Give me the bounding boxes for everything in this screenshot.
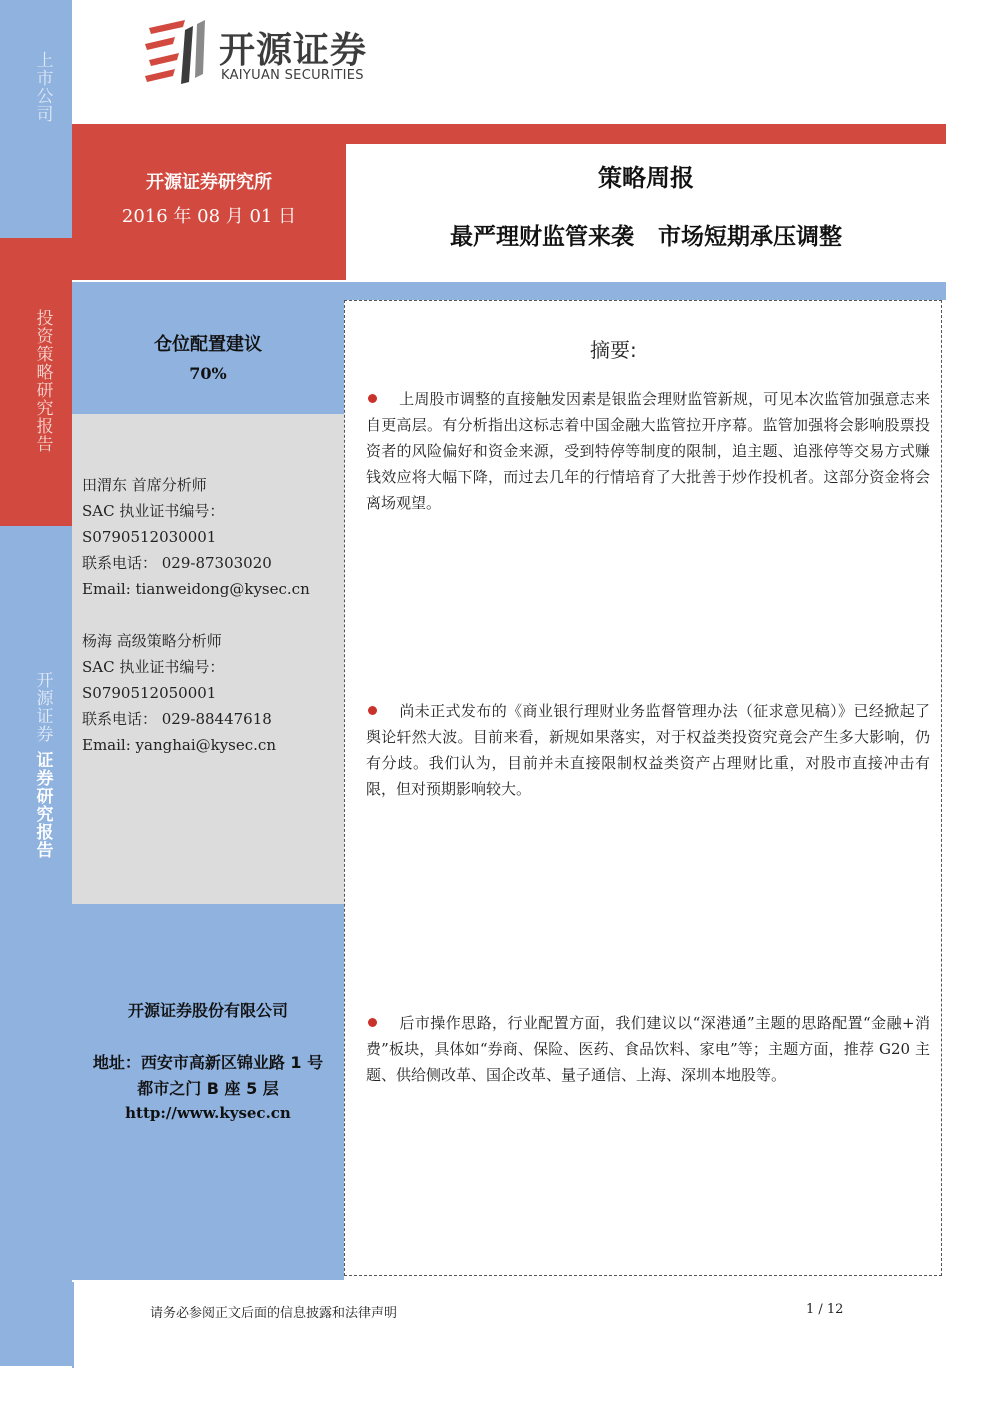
analyst-phone: 联系电话： 029-87303020 <box>82 554 272 572</box>
position-label: 仓位配置建议 <box>154 334 262 355</box>
sidebar-label-strategy-report: 投资策略研究报告 <box>36 309 54 455</box>
bullet-icon <box>368 706 377 715</box>
sidebar-label-research-report: 证券研究报告 <box>36 751 54 861</box>
summary-paragraph-text: 上周股市调整的直接触发因素是银监会理财监管新规，可见本次监管加强意志来自更高层。有分析指出这标志着中国金融大监管拉开序幕。监管加强将会影响股票投资者的风险偏好和资金来源，受到特停等制度的限制，追主题、追涨停等交易方式赚钱效应将大幅下降，而过去几年的行情培育了大批善于炒作投机者。这部分资金将会离场观望。 <box>366 390 930 512</box>
address-line-1: 地址：西安市高新区锦业路 1 号 <box>92 1053 324 1072</box>
bullet-icon <box>368 394 377 403</box>
logo-name-chinese: 开源证券 <box>219 30 368 71</box>
company-name: 开源证券股份有限公司 <box>127 1001 288 1020</box>
sidebar-label-listed-company: 上市公司 <box>36 51 54 125</box>
institute-name: 开源证券研究所 <box>146 172 272 193</box>
summary-paragraph <box>366 386 930 516</box>
analyst-sac-label: SAC 执业证书编号： <box>82 658 225 676</box>
analyst-card <box>82 472 310 602</box>
analyst-name-role: 田渭东 首席分析师 <box>82 476 207 494</box>
analyst-email[interactable]: Email: tianweidong@kysec.cn <box>82 580 310 598</box>
summary-paragraph <box>366 698 930 802</box>
position-value: 70% <box>189 364 227 383</box>
analyst-sac-number: S0790512030001 <box>82 528 217 546</box>
analyst-sac-label: SAC 执业证书编号： <box>82 502 225 520</box>
sidebar-bottom-band <box>0 526 72 1366</box>
summary-title: 摘要: <box>590 338 637 362</box>
analyst-email[interactable]: Email: yanghai@kysec.cn <box>82 736 276 754</box>
kaiyuan-logo-icon <box>145 20 211 84</box>
analyst-name-role: 杨海 高级策略分析师 <box>82 632 222 650</box>
bullet-icon <box>368 1018 377 1027</box>
company-website-link[interactable]: http://www.kysec.cn <box>125 1104 291 1122</box>
company-logo <box>145 20 385 86</box>
analyst-card <box>82 628 276 758</box>
report-title: 最严理财监管来袭 市场短期承压调整 <box>449 224 843 250</box>
address-line-2: 都市之门 B 座 5 层 <box>137 1079 279 1098</box>
logo-name-english: KAIYUAN SECURITIES <box>221 68 364 83</box>
summary-paragraph-text: 尚未正式发布的《商业银行理财业务监督管理办法（征求意见稿）》已经掀起了舆论轩然大波。目前来看，新规如果落实，对于权益类投资究竟会产生多大影响，仍有分歧。我们认为，目前并未直接限制权益类资产占理财比重，对股市直接冲击有限，但对预期影响较大。 <box>366 702 930 798</box>
footer-disclaimer: 请务必参阅正文后面的信息披露和法律声明 <box>150 1306 398 1321</box>
report-date: 2016 年 08 月 01 日 <box>121 206 297 227</box>
analyst-phone: 联系电话： 029-88447618 <box>82 710 272 728</box>
report-type: 策略周报 <box>598 164 694 192</box>
company-address <box>72 1050 344 1102</box>
summary-paragraph <box>366 1010 930 1088</box>
footer-divider <box>72 1282 74 1368</box>
sidebar-label-brand: 开源证券 <box>36 671 54 745</box>
summary-paragraph-text: 后市操作思路，行业配置方面，我们建议以“深港通”主题的思路配置“金融+消费”板块，具体如“券商、保险、医药、食品饮料、家电”等；主题方面，推荐 G20 主题、供给侧改革、国企改革、量子通信、上海、深圳本地股等。 <box>366 1014 930 1084</box>
analyst-sac-number: S0790512050001 <box>82 684 217 702</box>
page-number: 1 / 12 <box>806 1302 844 1317</box>
